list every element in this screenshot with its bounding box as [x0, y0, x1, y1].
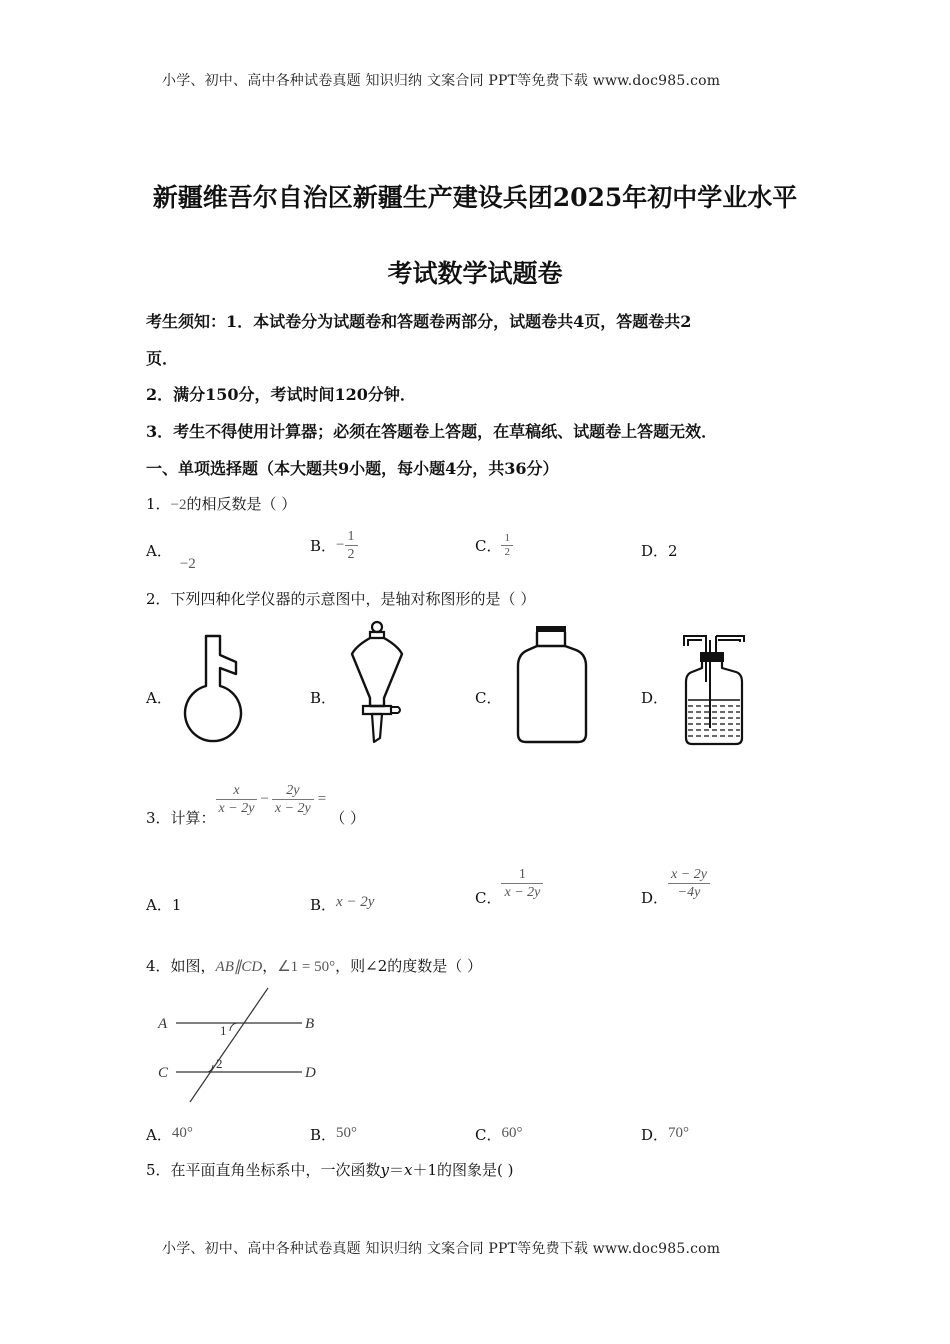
q2-a-label[interactable]: A．: [146, 689, 172, 707]
q1-a-value: −2: [179, 556, 196, 572]
round-flask-icon: [180, 632, 250, 747]
question-4: [146, 955, 482, 976]
q4-option-b[interactable]: [310, 1124, 357, 1145]
question-1: [146, 493, 296, 514]
q3-option-a[interactable]: [146, 894, 181, 915]
q3-f2-den: x − 2y: [274, 801, 311, 816]
notice-line1b: 页．: [146, 349, 179, 368]
fig-label-d: D: [305, 1065, 316, 1081]
q1-c-num: 1: [501, 532, 513, 546]
q3-f1-den: x − 2y: [218, 801, 255, 816]
q3-f2-num: 2y: [272, 782, 314, 800]
question-2: 2．下列四种化学仪器的示意图中，是轴对称图形的是（ ）: [146, 590, 536, 608]
q5-x: x: [404, 1161, 413, 1179]
notice-line1: 考生须知：1．本试卷分为试题卷和答题卷两部分，试题卷共4页，答题卷共2: [146, 312, 692, 331]
q4-option-d[interactable]: [641, 1124, 689, 1145]
q1-c-den: 2: [504, 546, 510, 558]
fig-angle-1: 1: [220, 1023, 227, 1038]
question-5: [146, 1159, 514, 1180]
q1-c-label: C．: [475, 537, 502, 555]
fig-label-a: A: [158, 1016, 168, 1032]
q4-d-label: D．: [641, 1126, 669, 1144]
q3-c-label: C．: [475, 889, 502, 907]
gas-washing-bottle-icon: [680, 630, 750, 748]
q4-b-value: 50°: [336, 1125, 358, 1141]
q3-f1-num: x: [216, 782, 258, 800]
q1-text: 的相反数是（ ）: [186, 495, 297, 513]
q5-eq: ＝: [389, 1161, 405, 1179]
q4-c-label: C．: [475, 1126, 502, 1144]
fig-label-b: B: [305, 1016, 315, 1032]
q3-b-value: x − 2y: [336, 894, 375, 910]
q3-b-label: B．: [310, 896, 337, 914]
q2-d-label[interactable]: D．: [641, 689, 669, 707]
fig-angle-2: 2: [216, 1056, 223, 1071]
q4-c-value: 60°: [501, 1125, 523, 1141]
q1-option-d[interactable]: [641, 540, 678, 561]
q1-expr: −2: [170, 497, 187, 513]
q3-fraction-1: [216, 782, 258, 817]
q3-d-label: D．: [641, 889, 669, 907]
q1-b-fraction: [345, 528, 358, 563]
question-3: [146, 782, 366, 827]
q4-d-value: 70°: [668, 1125, 690, 1141]
q1-a-label: A．: [146, 542, 172, 560]
q5-plus: ＋1的图象是( ): [412, 1161, 514, 1179]
q3-a-label: A．: [146, 896, 172, 914]
q1-d-value: 2: [668, 542, 678, 560]
notice-line2: 2．满分150分，考试时间120分钟．: [146, 385, 416, 404]
q3-d-fraction: [668, 866, 710, 901]
reagent-bottle-icon: [512, 624, 592, 746]
q3-d-num: x − 2y: [668, 866, 710, 884]
q4-b-label: B．: [310, 1126, 337, 1144]
q3-option-d[interactable]: [641, 866, 710, 907]
q4-a-value: 40°: [171, 1125, 193, 1141]
q4-cond1: AB∥CD: [215, 959, 263, 975]
section-heading: 一、单项选择题（本大题共9小题，每小题4分，共36分）: [146, 459, 559, 478]
q4-option-c[interactable]: [475, 1124, 522, 1145]
q1-b-den: 2: [347, 547, 355, 562]
q1-b-sign: −: [336, 537, 345, 553]
q1-d-label: D．: [641, 542, 669, 560]
q4-a-label: A．: [146, 1126, 172, 1144]
q2-c-label[interactable]: C．: [475, 689, 502, 707]
page-header: 小学、初中、高中各种试卷真题 知识归纳 文案合同 PPT等免费下载 www.doc985.com: [162, 73, 721, 89]
q3-c-fraction: [501, 866, 543, 901]
parallel-lines-figure: [150, 982, 330, 1107]
q3-fraction-2: [272, 782, 314, 817]
q3-minus: −: [260, 791, 269, 807]
q1-c-fraction: [501, 532, 513, 559]
q3-option-c[interactable]: [475, 866, 543, 907]
q4-option-a[interactable]: [146, 1124, 193, 1145]
separatory-funnel-icon: [346, 620, 416, 745]
q1-prefix: 1．: [146, 495, 171, 513]
q1-option-b[interactable]: [310, 528, 358, 563]
q3-d-den: −4y: [677, 885, 701, 900]
q4-text: ，则∠2的度数是（ ）: [335, 957, 483, 975]
q5-y: y: [380, 1161, 390, 1179]
q1-b-label: B．: [310, 537, 337, 555]
fig-label-c: C: [158, 1065, 169, 1081]
q3-c-num: 1: [501, 866, 543, 884]
q3-prefix: 3．计算：: [146, 809, 216, 827]
q3-paren: （ ）: [330, 809, 366, 827]
q5-text1: 5．在平面直角坐标系中，一次函数: [146, 1161, 381, 1179]
q3-c-den: x − 2y: [504, 885, 541, 900]
q1-b-num: 1: [345, 528, 358, 546]
q3-eq: =: [317, 791, 327, 807]
page-footer: 小学、初中、高中各种试卷真题 知识归纳 文案合同 PPT等免费下载 www.doc985.com: [162, 1241, 721, 1257]
q1-option-c[interactable]: [475, 532, 513, 559]
exam-title-line2: 考试数学试题卷: [387, 259, 563, 288]
exam-title-line1: 新疆维吾尔自治区新疆生产建设兵团2025年初中学业水平: [152, 183, 798, 212]
q4-sep: ，: [262, 957, 278, 975]
q4-prefix: 4．如图，: [146, 957, 216, 975]
q4-cond2: ∠1 = 50°: [277, 959, 336, 975]
q3-option-b[interactable]: [310, 894, 374, 915]
q1-option-a[interactable]: [146, 540, 196, 572]
q3-a-value: 1: [171, 896, 182, 914]
q2-b-label[interactable]: B．: [310, 689, 337, 707]
notice-line3: 3．考生不得使用计算器；必须在答题卷上答题，在草稿纸、试题卷上答题无效．: [146, 422, 718, 441]
